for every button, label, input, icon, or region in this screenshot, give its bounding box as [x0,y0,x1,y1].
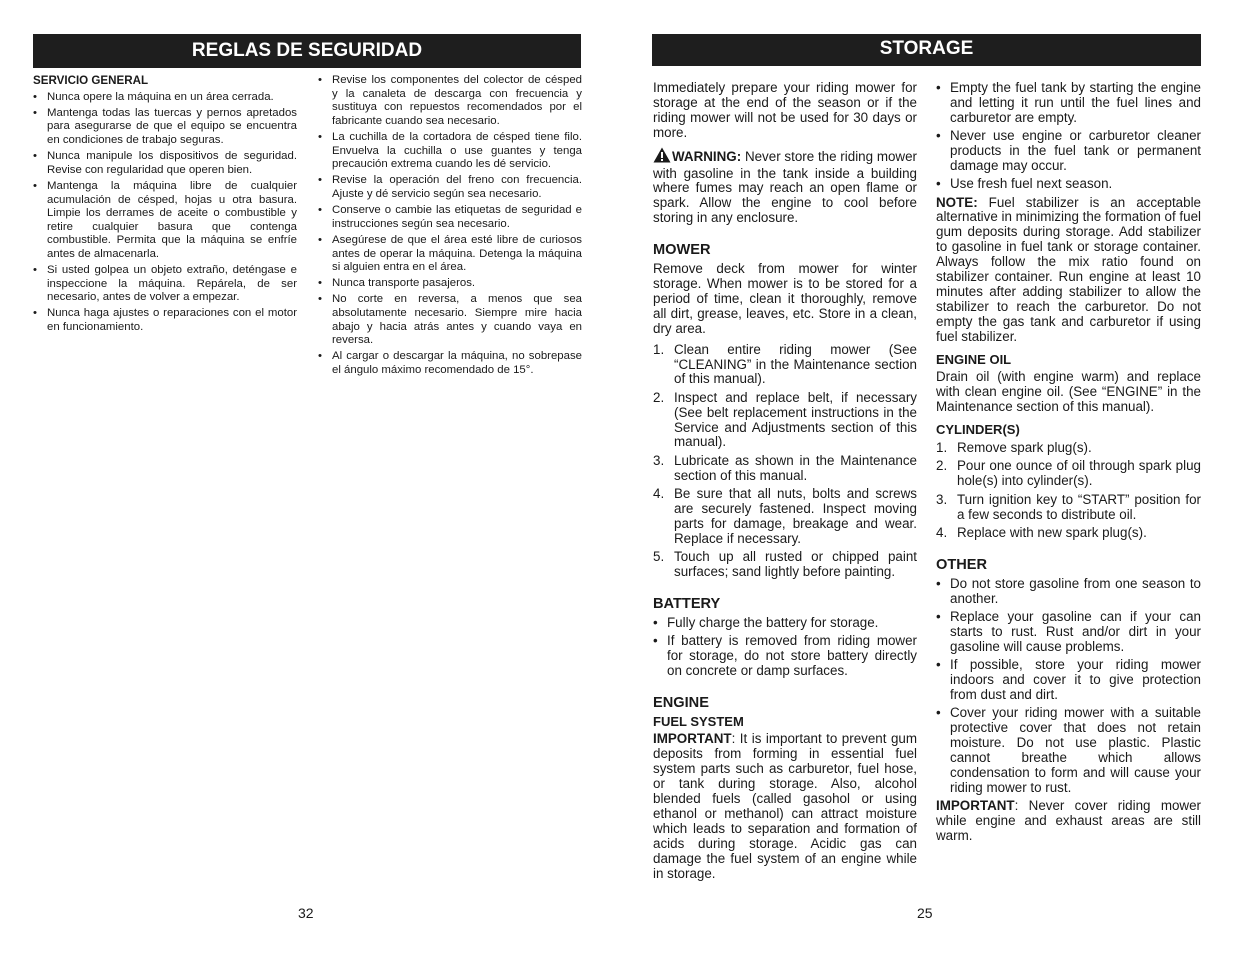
list-item [33,180,297,262]
mower-text: Remove deck from mower for winter storage. When mower is to be stored for a period of time, clean it thoroughly, remove all dirt, grease, leaves, etc. Store in a clean, dry area. [653,261,917,336]
mower-steps [653,343,917,580]
bullet-icon: • [318,204,322,217]
step-number: 2. [936,458,948,474]
list-item-text: Al cargar o descargar la máquina, no sobrepase el ángulo máximo recomendado de 15°. [332,350,582,377]
right-column-2 [936,81,1201,850]
numbered-step [653,391,917,451]
step-text: Lubricate as shown in the Maintenance section of this manual. [674,452,917,483]
step-text: Pour one ounce of oil through spark plug hole(s) into cylinder(s). [957,458,1201,489]
step-number: 3. [936,491,948,507]
list-item [936,658,1201,703]
list-item-text: Fully charge the battery for storage. [667,614,879,630]
other-list [936,577,1201,796]
fuel-system-important [653,732,917,881]
bullet-icon: • [318,293,322,306]
list-item [653,616,917,631]
step-number: 4. [936,524,948,540]
step-number: 1. [936,440,948,456]
list-item-text: Empty the fuel tank by starting the engine and letting it run until the fuel lines and carburetor are empty. [950,80,1201,125]
cylinders-heading: CYLINDER(S) [936,422,1020,438]
list-item [33,150,297,177]
section-header-storage: STORAGE [652,34,1201,66]
list-item-text: Nunca manipule los dispositivos de seguridad. Revise con regularidad que operen bien. [47,150,297,176]
bullet-icon: • [33,90,37,103]
step-number: 1. [653,341,665,357]
bullet-icon: • [318,74,322,86]
bullet-icon: • [318,130,322,143]
battery-list [653,616,917,679]
list-item [318,277,582,291]
list-item [318,293,582,347]
bullet-icon: • [653,614,658,630]
numbered-step [936,526,1201,541]
numbered-step [653,487,917,547]
bullet-icon: • [936,656,941,672]
left-page [0,0,617,954]
cylinders-steps [936,441,1201,541]
bullet-icon: • [33,179,37,192]
list-item-text: If battery is removed from riding mower for storage, do not store battery directly on concrete or damp surfaces. [667,632,917,678]
list-item-text: Asegúrese de que el área esté libre de curiosos antes de operar la máquina. Detenga la máquina si alguien entra en el área. [332,233,582,274]
bullet-icon: • [936,80,941,95]
list-item-text: Use fresh fuel next season. [950,176,1113,192]
other-important-label: IMPORTANT [936,797,1015,813]
list-item [318,174,582,201]
bullet-icon: • [33,264,37,277]
step-number: 2. [653,389,665,405]
list-item [318,131,582,172]
numbered-step [936,459,1201,489]
right-column-1 [653,81,917,888]
engine-oil-text: Drain oil (with engine warm) and replace with clean engine oil. (See “ENGINE” in the Maintenance section of this manual). [936,369,1201,415]
battery-heading: BATTERY [653,595,721,612]
numbered-step [936,493,1201,523]
warning-text: Never store the riding mower with gasoline in the tank inside a building where fumes may reach an open flame or spark. Allow the engine to cool before storing in any enclosure. [653,148,917,226]
list-item-text: Replace your gasoline can if your can starts to rust. Rust and/or dirt in your gasoline will cause problems. [950,608,1201,654]
bullet-icon: • [936,128,941,144]
list-item-text: Nunca haga ajustes o reparaciones con el motor en funcionamiento. [47,307,297,334]
bullet-icon: • [318,350,322,363]
bullet-icon: • [318,277,322,290]
list-item [33,264,297,305]
note-text: Fuel stabilizer is an acceptable alternative in minimizing the formation of fuel gum deposits during storage. Add stabilizer to gasoline in fuel tank or storage container. Always follow the mix ratio found on stabilizer container. Run engine at least 10 minutes after adding stabilizer to allow the stabilizer to reach the carburetor. Do not empty the gas tank and carburetor if using fuel stabilizer. [936,194,1201,344]
bullet-icon: • [33,106,37,119]
servicio-general-heading: SERVICIO GENERAL [33,74,149,87]
left-column-2 [318,74,582,380]
list-item [936,177,1201,192]
step-number: 5. [653,548,665,564]
list-item-text: Mantenga la máquina libre de cualquier acumulación de césped, hojas u otra basura. Limpie los derrames de aceite o combustible y retire cualquier basura que contenga combustible. Permita que la máquina se enfríe antes de almacenarla. [47,179,297,260]
servicio-general-list-1 [33,91,297,335]
step-text: Replace with new spark plug(s). [957,524,1147,540]
important-text: : It is important to prevent gum deposits from forming in essential fuel system parts such as carburetor, fuel hose, or tank during storage. Also, alcohol blended fuels (called gasohol or using ethanol or methanol) can attract moisture which leads to separation and formation of acids during storage. Acidic gas can damage the fuel system of an engine while in storage. [653,731,917,881]
step-text: Remove spark plug(s). [957,440,1092,456]
step-text: Turn ignition key to “START” position for a few seconds to distribute oil. [957,491,1201,522]
list-item-text: Never use engine or carburetor cleaner products in the fuel tank or permanent damage may occur. [950,128,1201,173]
list-item [318,350,582,377]
page-number: 25 [917,905,933,921]
list-item-text: Revise los componentes del colector de césped y la canaleta de descarga con frecuencia y sustituya con repuestos recomendados por el fabricante cuando sea necesario. [332,74,582,127]
engine-heading: ENGINE [653,694,709,711]
numbered-step [653,343,917,388]
list-item [318,74,582,128]
note-paragraph [936,196,1201,345]
list-item [33,307,297,334]
warning-triangle-icon [653,147,671,167]
warning-label: WARNING: [672,148,742,164]
list-item-text: Do not store gasoline from one season to another. [950,575,1201,606]
list-item-text: No corte en reversa, a menos que sea absolutamente necesario. Siempre mire hacia abajo y hacia atrás antes y cuando vaya en reversa. [332,293,582,347]
list-item-text: Conserve o cambie las etiquetas de seguridad e instrucciones según sea necesario. [332,204,582,230]
important-label: IMPORTANT [653,731,732,747]
fuel-list [936,81,1201,192]
list-item-text: Nunca opere la máquina en un área cerrada. [47,90,274,103]
list-item [936,610,1201,655]
step-text: Clean entire riding mower (See “CLEANING” in the Maintenance section of this manual). [674,341,917,387]
list-item-text: Mantenga todas las tuercas y pernos apretados para asegurarse de que el equipo se encuentra en condiciones de trabajo seguras. [47,106,297,146]
list-item [936,706,1201,795]
numbered-step [653,454,917,484]
list-item-text: Revise la operación del freno con frecuencia. Ajuste y dé servicio según sea necesario. [332,174,582,200]
bullet-icon: • [936,176,941,192]
bullet-icon: • [33,307,37,320]
numbered-step [653,550,917,580]
fuel-system-heading: FUEL SYSTEM [653,713,744,729]
step-number: 4. [653,485,665,501]
list-item [936,81,1201,126]
numbered-step [936,441,1201,456]
list-item-text: Cover your riding mower with a suitable protective cover that does not retain moisture. Do not use plastic. Plastic cannot breathe which allows condensation to form and will cause your riding mower to rust. [950,705,1201,795]
list-item [318,204,582,231]
storage-intro: Immediately prepare your riding mower for storage at the end of the season or if the riding mower will not be used for 30 days or more. [653,80,917,140]
list-item-text: Si usted golpea un objeto extraño, deténgase e inspeccione la máquina. Repárela, de ser necesario, antes de volver a empezar. [47,264,297,304]
step-text: Be sure that all nuts, bolts and screws are securely fastened. Inspect moving parts for damage, breakage and wear. Replace if necessary. [674,485,917,546]
bullet-icon: • [936,705,941,721]
list-item [653,634,917,679]
list-item-text: Nunca transporte pasajeros. [332,277,476,290]
bullet-icon: • [936,608,941,624]
list-item [936,577,1201,607]
servicio-general-list-2 [318,74,582,378]
other-heading: OTHER [936,556,988,573]
section-header-reglas: REGLAS DE SEGURIDAD [33,34,581,68]
other-important [936,799,1201,844]
bullet-icon: • [318,233,322,246]
step-number: 3. [653,452,665,468]
list-item-text: La cuchilla de la cortadora de césped tiene filo. Envuelva la cuchilla o use guantes y tenga precaución extrema cuando les dé servicio. [332,130,582,171]
list-item [33,91,297,105]
left-column-1 [33,74,297,337]
note-label: NOTE: [936,194,978,210]
page-number: 32 [298,905,314,921]
right-page [617,0,1235,954]
engine-oil-heading: ENGINE OIL [936,351,1012,367]
bullet-icon: • [33,150,37,163]
list-item [936,129,1201,174]
mower-heading: MOWER [653,242,711,259]
step-text: Touch up all rusted or chipped paint surfaces; sand lightly before painting. [674,548,917,579]
bullet-icon: • [936,575,941,591]
step-text: Inspect and replace belt, if necessary (See belt replacement instructions in the Service and Adjustments section of this manual). [674,389,917,450]
list-item [318,234,582,275]
other-important-text: : Never cover riding mower while engine and exhaust areas are still warm. [936,797,1201,843]
list-item [33,107,297,148]
list-item-text: If possible, store your riding mower indoors and cover it to give protection from dust and dirt. [950,656,1201,702]
bullet-icon: • [653,632,658,648]
warning-paragraph [653,147,917,227]
bullet-icon: • [318,174,322,187]
